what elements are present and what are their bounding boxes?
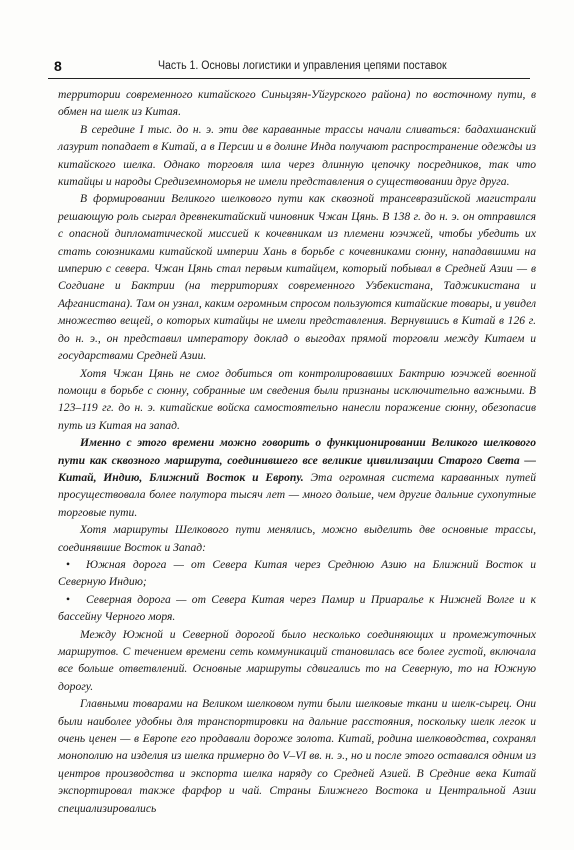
list-item (58, 556, 536, 591)
body-text (58, 86, 536, 817)
paragraph: В середине I тыс. до н. э. эти две караванные трассы начали сливаться: бадахшанский лазурит попадает в Китай, а в Персии и в долине Инда получают распространение одежды из китайского шелка. Однако торговля шла через длинную цепочку посредников, так что китайцы и народы Средиземноморья не имели представления о существовании друг друга. (58, 122, 536, 189)
paragraph-continuation: Эта огромная система караванных путей просуществовала более полутора тысяч лет — много дольше, чем другие дальние сухопутные торговые пути. (58, 470, 536, 519)
emphasis-text: Именно с этого времени можно говорить о функционировании Великого шелкового пути как сквозного маршрута, соединившего все великие цивилизации Старого Света — Китай, Индию, Ближний Восток и Европу. (58, 436, 536, 484)
paragraph: Главными товарами на Великом шелковом пути были шелковые ткани и шелк-сырец. Они были наиболее удобны для транспортировки на дальние расстояния, поскольку шелк легок и очень ценен — в Европе его продавали дороже золота. Китай, родина шелководства, сохранял монополию на изделия из шелка примерно до V–VI вв. н. э., но и после этого оставался одним из центров производства и экспорта шелка наряду со Средней Азией. В Средние века Китай экспортировал также фарфор и чай. Страны Ближнего Востока и Центральной Азии специализировались (58, 697, 536, 815)
list-item-text: Северная дорога — от Севера Китая через Памир и Приаралье к Нижней Волге и к бассейну Черного моря. (58, 592, 536, 624)
page-number: 8 (54, 58, 62, 74)
bullet-icon: • (66, 592, 71, 606)
paragraph: Хотя Чжан Цянь не смог добиться от контролировавших Бактрию юэчжей военной помощи в борьбе с сюнну, собранные им сведения были признаны исключительно важными. В 123–119 гг. до н. э. китайские войска самостоятельно нанесли поражение сюнну, обезопасив путь из Китая на запад. (58, 366, 536, 432)
paragraph: Хотя маршруты Шелкового пути менялись, можно выделить две основные трассы, соединявшие Восток и Запад: (58, 523, 536, 554)
page-header (48, 58, 530, 79)
paragraph: территории современного китайского Синьцзян-Уйгурского района) по восточному пути, в обмен на шелк из Китая. (58, 88, 536, 119)
paragraph: В формировании Великого шелкового пути как сквозной трансевразийской магистрали решающую роль сыграл древнекитайский чиновник Чжан Цянь. В 138 г. до н. э. он отправился с опасной дипломатической миссией к кочевникам из племени юэчжей, чтобы убедить их стать союзниками китайской империи Хань в борьбе с кочевниками сюнну, нападавшими на империю с севера. Чжан Цянь стал первым китайцем, который побывал в Средней Азии — в Согдиане и Бактрии (на территориях современного Узбекистана, Таджикистана и Афганистана). Там он узнал, каким огромным спросом пользуются китайские товары, и увидел множество вещей, о которых китайцы не имели представления. Вернувшись в Китай в 126 г. до н. э., он представил императору доклад о выгодах прямой торговли между Китаем и государствами Средней Азии. (58, 192, 536, 363)
running-title: Часть 1. Основы логистики и управления цепями поставок (158, 60, 447, 72)
paragraph: Между Южной и Северной дорогой было несколько соединяющих и промежуточных маршрутов. С течением времени сеть коммуникаций становилась все более густой, включала все больше ответвлений. Основные маршруты сдвигались то на Северную, то на Южную дорогу. (58, 627, 536, 693)
bullet-icon: • (66, 557, 71, 571)
list-item (58, 591, 536, 626)
list-item-text: Южная дорога — от Севера Китая через Среднюю Азию на Ближний Восток и Северную Индию; (58, 557, 536, 589)
paragraph (58, 434, 536, 521)
